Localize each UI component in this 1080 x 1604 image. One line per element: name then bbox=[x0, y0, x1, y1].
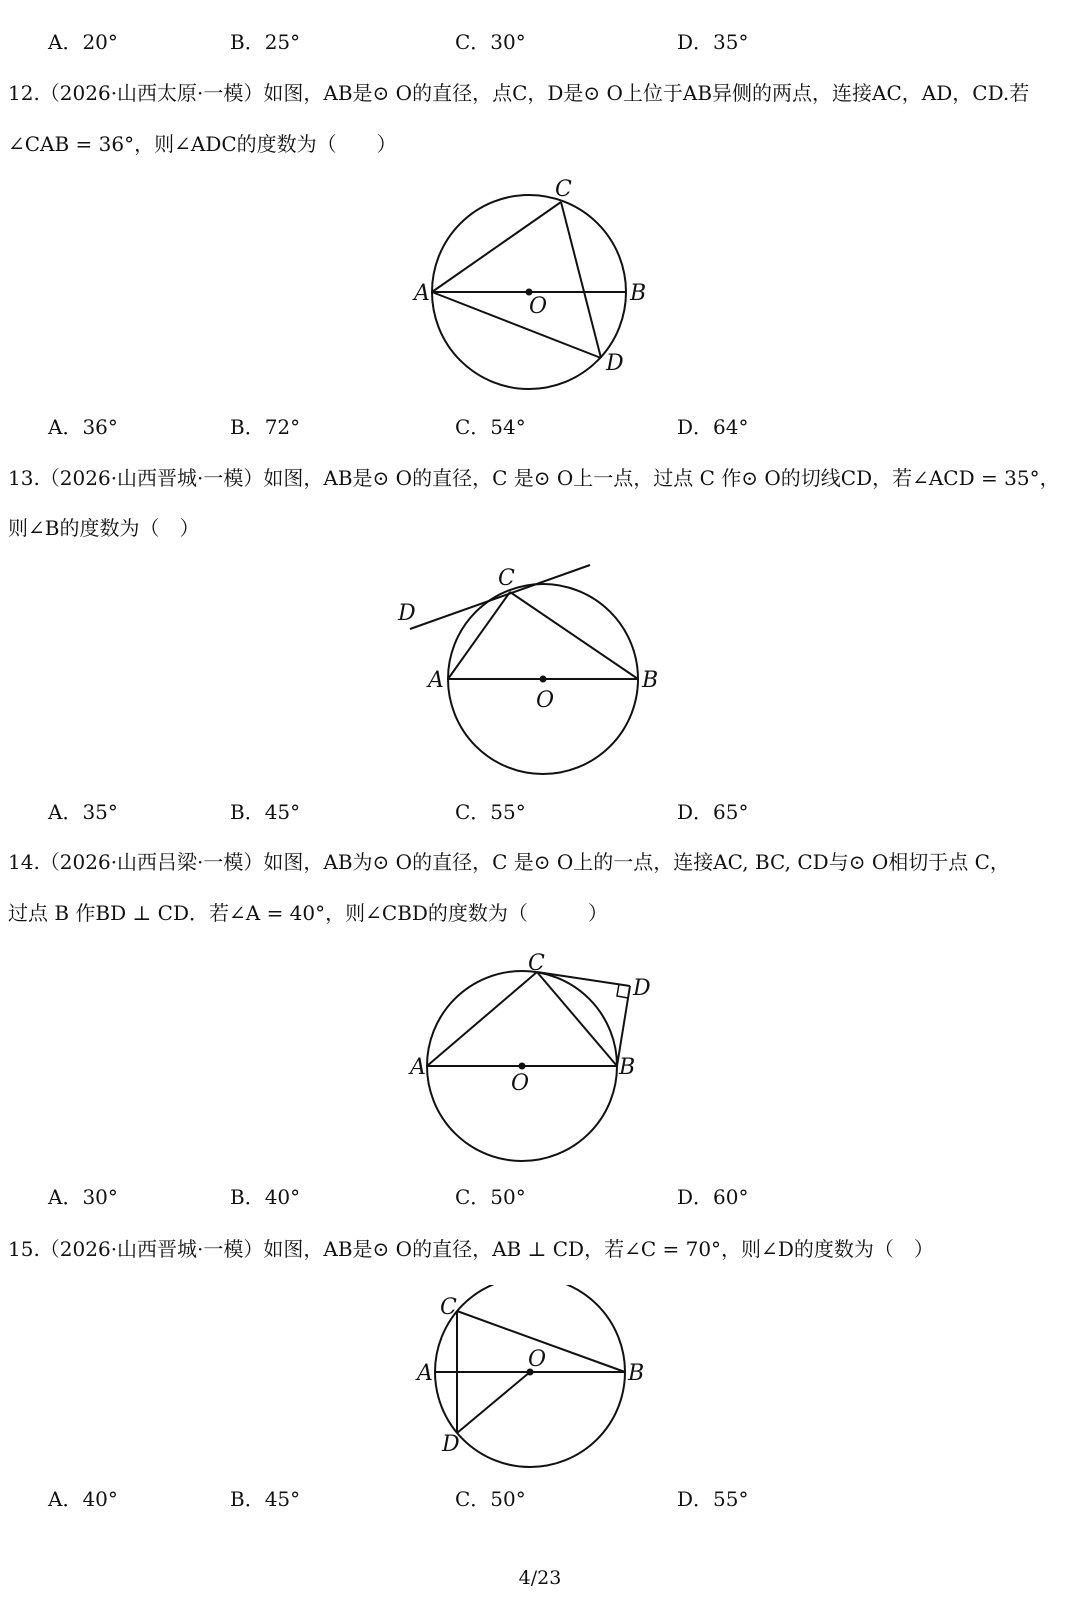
q12-chord-cd bbox=[561, 202, 601, 358]
q13-option-c: C．55° bbox=[455, 800, 526, 824]
q12-label-d: D bbox=[606, 351, 624, 376]
page-number: 4/23 bbox=[518, 1567, 562, 1589]
q15-label-d: D bbox=[442, 1432, 460, 1457]
q15-label-c: C bbox=[440, 1295, 457, 1320]
q15-figure bbox=[405, 1285, 660, 1485]
q15-option-a: A．40° bbox=[48, 1487, 118, 1511]
q15-option-b: B．45° bbox=[230, 1487, 301, 1511]
q12-stem-line1: 12.（2026·山西太原·一模）如图，AB是⊙ O的直径，点C，D是⊙ O上位于AB异侧的两点，连接AC，AD，CD.若 bbox=[8, 81, 1030, 105]
q13-chord-bc bbox=[510, 592, 638, 679]
q13-option-b: B．45° bbox=[230, 800, 301, 824]
q15-option-d: D．55° bbox=[677, 1487, 749, 1511]
q15-radius-od bbox=[457, 1372, 530, 1433]
q12-option-a: A．36° bbox=[48, 415, 118, 439]
q12-option-c: C．54° bbox=[455, 415, 526, 439]
q15-option-c: C．50° bbox=[455, 1487, 526, 1511]
q13-option-d: D．65° bbox=[677, 800, 749, 824]
q11-option-c: C．30° bbox=[455, 30, 526, 54]
q13-label-o: O bbox=[536, 688, 555, 713]
q14-label-b: B bbox=[619, 1055, 636, 1080]
q14-option-d: D．60° bbox=[677, 1185, 749, 1209]
q13-label-c: C bbox=[498, 566, 515, 591]
q13-label-a: A bbox=[428, 668, 444, 693]
q14-segment-bd bbox=[617, 986, 630, 1066]
q14-stem-line2: 过点 B 作BD ⊥ CD．若∠A = 40°，则∠CBD的度数为（ ） bbox=[8, 901, 608, 925]
q13-option-a: A．35° bbox=[48, 800, 118, 824]
q14-option-c: C．50° bbox=[455, 1185, 526, 1209]
q13-figure bbox=[390, 555, 680, 785]
q15-label-o: O bbox=[528, 1347, 547, 1372]
q14-label-a: A bbox=[410, 1055, 426, 1080]
q15-label-a: A bbox=[417, 1361, 433, 1386]
q14-center-dot bbox=[519, 1063, 526, 1070]
q12-stem-line2: ∠CAB = 36°，则∠ADC的度数为（ ） bbox=[8, 132, 397, 156]
q14-figure bbox=[400, 945, 670, 1170]
q12-label-o: O bbox=[529, 294, 548, 319]
q11-option-a: A．20° bbox=[48, 30, 118, 54]
q14-stem-line1: 14.（2026·山西吕梁·一模）如图，AB为⊙ O的直径，C 是⊙ O上的一点，连接AC, BC, CD与⊙ O相切于点 C， bbox=[8, 850, 1010, 874]
q12-option-d: D．64° bbox=[677, 415, 749, 439]
q12-chord-ac bbox=[432, 202, 561, 292]
q15-label-b: B bbox=[628, 1361, 645, 1386]
q11-option-d: D．35° bbox=[677, 30, 749, 54]
q13-label-d: D bbox=[398, 601, 416, 626]
q14-label-o: O bbox=[511, 1071, 530, 1096]
q14-label-c: C bbox=[528, 951, 545, 976]
q13-stem-line2: 则∠B的度数为（ ） bbox=[8, 516, 200, 540]
q15-stem-line1: 15.（2026·山西晋城·一模）如图，AB是⊙ O的直径，AB ⊥ CD，若∠C = 70°，则∠D的度数为（ ） bbox=[8, 1237, 934, 1261]
q13-center-dot bbox=[540, 676, 547, 683]
q12-label-b: B bbox=[630, 281, 647, 306]
q14-tangent-cd bbox=[537, 972, 630, 986]
q12-figure bbox=[400, 170, 680, 400]
q12-label-c: C bbox=[555, 177, 572, 202]
q14-chord-ac bbox=[427, 972, 537, 1066]
q14-option-b: B．40° bbox=[230, 1185, 301, 1209]
q12-label-a: A bbox=[414, 281, 430, 306]
q13-label-b: B bbox=[642, 668, 659, 693]
q13-stem-line1: 13.（2026·山西晋城·一模）如图，AB是⊙ O的直径，C 是⊙ O上一点，过点 C 作⊙ O的切线CD，若∠ACD = 35°， bbox=[8, 466, 1060, 490]
q14-option-a: A．30° bbox=[48, 1185, 118, 1209]
q11-option-b: B．25° bbox=[230, 30, 301, 54]
q12-chord-ad bbox=[432, 292, 601, 358]
q12-option-b: B．72° bbox=[230, 415, 301, 439]
q14-label-d: D bbox=[633, 976, 651, 1001]
